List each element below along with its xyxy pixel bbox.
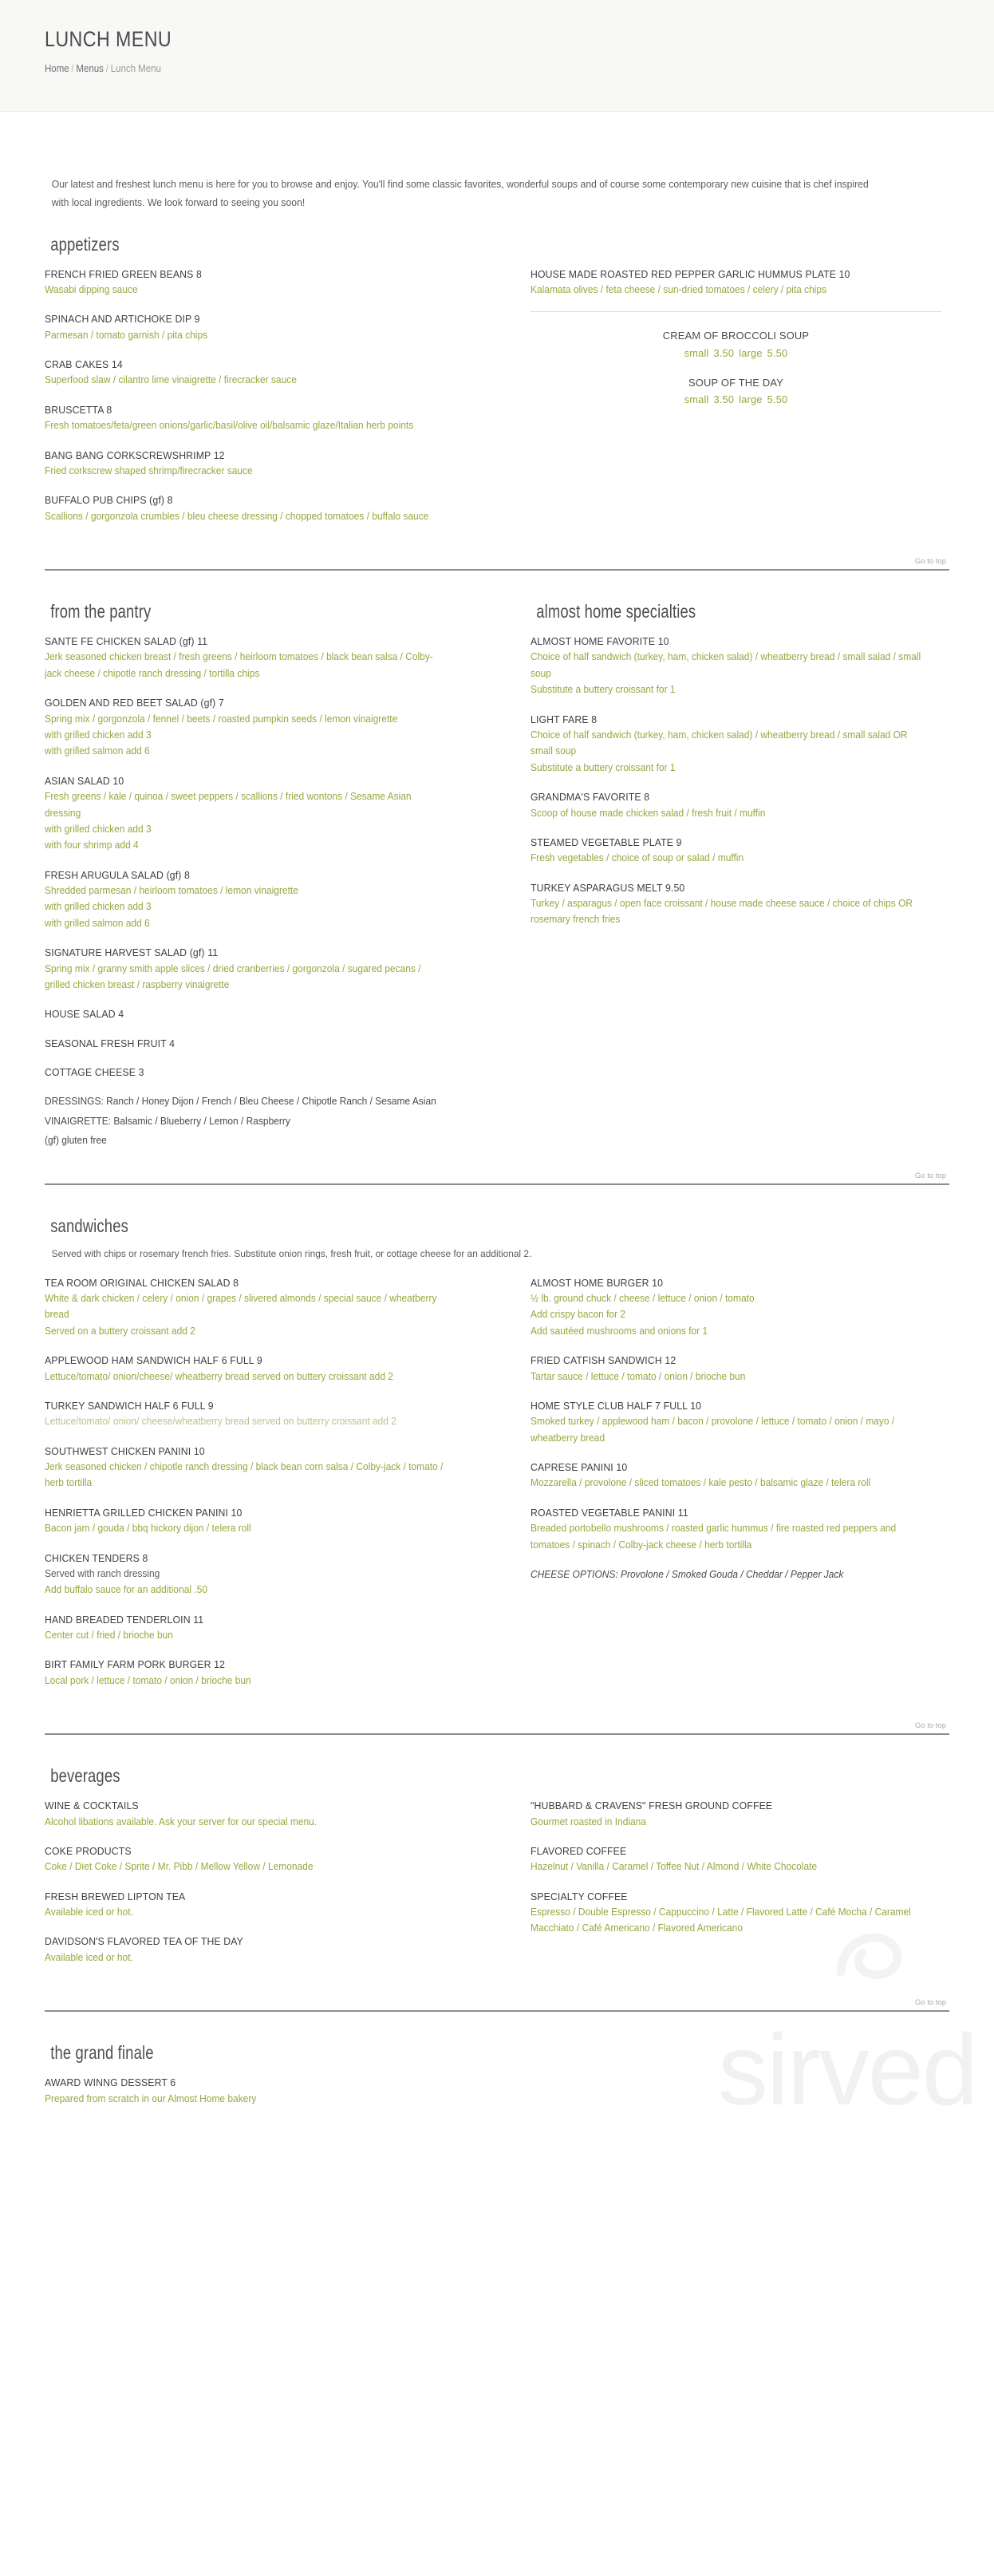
menu-item-description: Available iced or hot. bbox=[45, 1906, 133, 1918]
menu-item bbox=[45, 695, 467, 760]
menu-item-name: AWARD WINNG DESSERT 6 bbox=[45, 2076, 176, 2089]
page-title: LUNCH MENU bbox=[45, 27, 172, 51]
menu-item bbox=[45, 1934, 467, 1966]
breadcrumb-item-home[interactable]: Home bbox=[45, 63, 69, 74]
menu-item-name: LIGHT FARE 8 bbox=[531, 713, 598, 725]
section-rule bbox=[45, 1183, 949, 1185]
section-footnote: VINAIGRETTE: Balsamic / Blueberry / Lemon / Raspberry bbox=[45, 1115, 290, 1127]
menu-item-description: Add sautéed mushrooms and onions for 1 bbox=[531, 1325, 708, 1337]
menu-item-description: Bacon jam / gouda / bbq hickory dijon / telera roll bbox=[45, 1523, 251, 1535]
menu-item bbox=[45, 267, 467, 298]
column-right bbox=[497, 267, 949, 539]
menu-item-description: Kalamata olives / feta cheese / sun-dried tomatoes / celery / pita chips bbox=[531, 283, 827, 295]
section-footnote: CHEESE OPTIONS: Provolone / Smoked Gouda / Cheddar / Pepper Jack bbox=[531, 1568, 844, 1580]
breadcrumb bbox=[45, 63, 918, 74]
menu-item-description: Served on a buttery croissant add 2 bbox=[45, 1325, 195, 1337]
section-divider-row bbox=[45, 1171, 949, 1215]
menu-item-description: Fried corkscrew shaped shrimp/firecracker sauce bbox=[45, 464, 253, 476]
menu-item bbox=[45, 1353, 467, 1385]
menu-item bbox=[531, 267, 941, 298]
menu-item bbox=[531, 712, 941, 776]
menu-item-description: Hazelnut / Vanilla / Caramel / Toffee Nut / Almond / White Chocolate bbox=[531, 1861, 818, 1873]
menu-item-name: FRESH BREWED LIPTON TEA bbox=[45, 1890, 186, 1902]
menu-section-appetizers bbox=[45, 234, 949, 602]
menu-item bbox=[45, 357, 467, 389]
menu-item-description: Spring mix / gorgonzola / fennel / beets / roasted pumpkin seeds / lemon vinaigrette bbox=[45, 713, 398, 725]
menu-item-name: SOUTHWEST CHICKEN PANINI 10 bbox=[45, 1444, 205, 1457]
column-right bbox=[497, 1798, 949, 1979]
menu-item bbox=[531, 880, 941, 928]
menu-item-name: DAVIDSON'S FLAVORED TEA OF THE DAY bbox=[45, 1935, 243, 1948]
menu-item-name: BANG BANG CORKSCREWSHRIMP 12 bbox=[45, 448, 225, 461]
section-columns bbox=[45, 267, 949, 539]
page-header bbox=[0, 0, 994, 112]
section-divider-row bbox=[45, 1998, 949, 2042]
menu-item-name: FLAVORED COFFEE bbox=[531, 1844, 627, 1857]
menu-item-description: Shredded parmesan / heirloom tomatoes / lemon vinaigrette bbox=[45, 885, 298, 897]
menu-item bbox=[531, 1398, 941, 1446]
menu-item-description: with grilled chicken add 3 bbox=[45, 901, 152, 913]
section-columns bbox=[45, 2075, 949, 2120]
menu-item bbox=[531, 1275, 941, 1340]
menu-item-name: SEASONAL FRESH FRUIT 4 bbox=[45, 1037, 176, 1049]
menu-item-description: Wasabi dipping sauce bbox=[45, 283, 138, 295]
menu-item bbox=[45, 1505, 467, 1537]
menu-item-description: Scallions / gorgonzola crumbles / bleu cheese dressing / chopped tomatoes / buffalo sauce bbox=[45, 510, 429, 522]
menu-item-description: Fresh tomatoes/feta/green onions/garlic/basil/olive oil/balsamic glaze/Italian herb points bbox=[45, 420, 414, 432]
menu-item-description: Spring mix / granny smith apple slices / dried cranberries / gorgonzola / sugared pecans / grilled chicken breast / raspberry vinaigrette bbox=[45, 962, 421, 990]
column-right bbox=[497, 2075, 949, 2120]
menu-item-description: Fresh greens / kale / quinoa / sweet peppers / scallions / fried wontons / Sesame Asian dressing bbox=[45, 791, 412, 819]
menu-item-description: Jerk seasoned chicken / chipotle ranch dressing / black bean corn salsa / Colby-jack / tomato / herb tortilla bbox=[45, 1461, 444, 1489]
go-to-top-link[interactable]: Go to top bbox=[914, 1721, 946, 1731]
menu-item-description: Smoked turkey / applewood ham / bacon / provolone / lettuce / tomato / onion / mayo / wheatberry bread bbox=[531, 1416, 895, 1444]
menu-item bbox=[531, 835, 941, 867]
menu-item-name: STEAMED VEGETABLE PLATE 9 bbox=[531, 836, 682, 848]
section-heading-sandwiches: sandwiches bbox=[50, 1215, 128, 1236]
menu-item-name: "HUBBARD & CRAVENS" FRESH GROUND COFFEE bbox=[531, 1800, 773, 1812]
menu-item-name: ALMOST HOME FAVORITE 10 bbox=[531, 635, 669, 648]
menu-item-description: Choice of half sandwich (turkey, ham, chicken salad) / wheatberry bread / small salad / small soup bbox=[531, 651, 921, 679]
section-heading-appetizers: appetizers bbox=[50, 233, 120, 255]
soup-large-label: large bbox=[739, 393, 763, 406]
go-to-top-link[interactable]: Go to top bbox=[914, 1998, 946, 2008]
soup-name: CREAM OF BROCCOLI SOUP bbox=[662, 330, 810, 342]
column-left bbox=[45, 1798, 497, 1979]
menu-item-name: SANTE FE CHICKEN SALAD (gf) 11 bbox=[45, 635, 208, 648]
menu-item-description: with grilled salmon add 6 bbox=[45, 917, 150, 929]
menu-item bbox=[45, 1006, 467, 1021]
menu-item bbox=[531, 1798, 941, 1830]
menu-item bbox=[45, 311, 467, 343]
menu-item-name: ASIAN SALAD 10 bbox=[45, 774, 124, 787]
menu-item bbox=[45, 867, 467, 932]
menu-item-name: SPINACH AND ARTICHOKE DIP 9 bbox=[45, 313, 200, 326]
column-left bbox=[45, 1275, 497, 1703]
menu-item-description: Superfood slaw / cilantro lime vinaigrette / firecracker sauce bbox=[45, 374, 297, 386]
section-rule bbox=[45, 569, 949, 571]
menu-item-name: APPLEWOOD HAM SANDWICH HALF 6 FULL 9 bbox=[45, 1354, 262, 1367]
column-right bbox=[497, 1275, 949, 1703]
menu-item-name: CRAB CAKES 14 bbox=[45, 358, 123, 371]
soup-small-label: small bbox=[684, 346, 709, 359]
breadcrumb-item-menus[interactable]: Menus bbox=[76, 63, 104, 74]
column-left bbox=[45, 601, 497, 1152]
menu-item bbox=[531, 1889, 941, 1937]
menu-item bbox=[45, 1889, 467, 1921]
menu-item-description: Lettuce/tomato/ onion/ cheese/wheatberry bread served on butterry croissant add 2 bbox=[45, 1416, 396, 1428]
menu-item-description: Scoop of house made chicken salad / fresh fruit / muffin bbox=[531, 807, 766, 819]
section-note-sandwiches: Served with chips or rosemary french fries. Substitute onion rings, fresh fruit, or cottage cheese for an additional 2. bbox=[51, 1247, 532, 1259]
column-left bbox=[45, 2075, 497, 2120]
menu-item bbox=[45, 1551, 467, 1598]
menu-item bbox=[45, 1657, 467, 1689]
menu-item-description: with four shrimp add 4 bbox=[45, 840, 139, 851]
menu-item bbox=[45, 1444, 467, 1491]
menu-item-description: with grilled salmon add 6 bbox=[45, 745, 150, 757]
menu-section-grand-finale bbox=[45, 2042, 949, 2120]
section-heading-almost-home-specialties: almost home specialties bbox=[536, 601, 696, 622]
menu-item-name: HOME STYLE CLUB HALF 7 FULL 10 bbox=[531, 1399, 702, 1412]
menu-item-description: Add crispy bacon for 2 bbox=[531, 1309, 626, 1321]
menu-item-description: Parmesan / tomato garnish / pita chips bbox=[45, 329, 208, 341]
menu-item-name: ROASTED VEGETABLE PANINI 11 bbox=[531, 1506, 688, 1519]
soup-small-label: small bbox=[684, 393, 709, 406]
menu-item-name: FRIED CATFISH SANDWICH 12 bbox=[531, 1354, 676, 1367]
soup-small-price: 3.50 bbox=[713, 393, 735, 406]
menu-item-description: Lettuce/tomato/ onion/cheese/ wheatberry bread served on buttery croissant add 2 bbox=[45, 1370, 393, 1382]
menu-item-name: WINE & COCKTAILS bbox=[45, 1800, 139, 1812]
menu-item bbox=[45, 2075, 467, 2107]
menu-item bbox=[531, 1353, 941, 1385]
menu-sections bbox=[45, 234, 949, 2120]
menu-item-name: BRUSCETTA 8 bbox=[45, 403, 112, 416]
breadcrumb-separator: / bbox=[105, 63, 108, 74]
menu-item-name: SPECIALTY COFFEE bbox=[531, 1890, 628, 1902]
section-footnote: DRESSINGS: Ranch / Honey Dijon / French / Bleu Cheese / Chipotle Ranch / Sesame Asian bbox=[45, 1096, 436, 1108]
menu-item-name: BUFFALO PUB CHIPS (gf) 8 bbox=[45, 494, 173, 507]
soup-large-label: large bbox=[739, 346, 763, 359]
menu-item-description: Add buffalo sauce for an additional .50 bbox=[45, 1584, 207, 1596]
section-heading-grand-finale: the grand finale bbox=[50, 2042, 154, 2064]
soup-divider bbox=[531, 311, 941, 312]
menu-item-description: Breaded portobello mushrooms / roasted garlic hummus / fire roasted red peppers and tomatoes / spinach / Colby-jack cheese / herb tortilla bbox=[531, 1523, 897, 1551]
soup-small-price: 3.50 bbox=[713, 346, 735, 359]
menu-item-name: GOLDEN AND RED BEET SALAD (gf) 7 bbox=[45, 697, 224, 709]
menu-item-name: SIGNATURE HARVEST SALAD (gf) 11 bbox=[45, 946, 219, 959]
menu-item-name: FRENCH FRIED GREEN BEANS 8 bbox=[45, 267, 202, 280]
menu-item-name: HAND BREADED TENDERLOIN 11 bbox=[45, 1613, 204, 1626]
menu-item-description: Available iced or hot. bbox=[45, 1951, 133, 1963]
menu-item-description: Choice of half sandwich (turkey, ham, chicken salad) / wheatberry bread / small salad OR small soup bbox=[531, 729, 908, 757]
menu-item-description: with grilled chicken add 3 bbox=[45, 729, 152, 741]
menu-item-name: TURKEY ASPARAGUS MELT 9.50 bbox=[531, 881, 685, 894]
menu-item bbox=[531, 1460, 941, 1491]
section-footnote: (gf) gluten free bbox=[45, 1135, 107, 1147]
column-right bbox=[497, 601, 949, 1152]
menu-section-beverages bbox=[45, 1765, 949, 2042]
column-left bbox=[45, 267, 497, 539]
soup-prices bbox=[531, 391, 941, 409]
menu-item bbox=[45, 448, 467, 480]
soup-large-price: 5.50 bbox=[767, 393, 788, 406]
menu-item-name: HENRIETTA GRILLED CHICKEN PANINI 10 bbox=[45, 1506, 243, 1519]
soup-name: SOUP OF THE DAY bbox=[688, 376, 784, 389]
menu-item-description: Mozzarella / provolone / sliced tomatoes / kale pesto / balsamic glaze / telera roll bbox=[531, 1477, 871, 1489]
breadcrumb-item-current: Lunch Menu bbox=[110, 63, 161, 74]
section-columns bbox=[45, 1275, 949, 1703]
menu-section-sandwiches bbox=[45, 1215, 949, 1766]
soup-large-price: 5.50 bbox=[767, 346, 788, 359]
menu-item-name: TEA ROOM ORIGINAL CHICKEN SALAD 8 bbox=[45, 1276, 239, 1289]
menu-item-name: BIRT FAMILY FARM PORK BURGER 12 bbox=[45, 1658, 226, 1671]
menu-intro-text: Our latest and freshest lunch menu is here for you to browse and enjoy. You'll find some classic favorites, wonderful soups and of course some contemporary new cuisine that is chef inspired with local ingredients. We look forward to seeing you soon! bbox=[51, 179, 869, 209]
menu-item-description: Gourmet roasted in Indiana bbox=[531, 1815, 646, 1827]
menu-item-name: GRANDMA'S FAVORITE 8 bbox=[531, 791, 650, 804]
menu-item-description: Prepared from scratch in our Almost Home bakery bbox=[45, 2092, 257, 2104]
menu-item bbox=[45, 402, 467, 434]
menu-item bbox=[45, 1036, 467, 1051]
menu-item-description: with grilled chicken add 3 bbox=[45, 823, 152, 835]
menu-item bbox=[531, 1505, 941, 1553]
soup-item bbox=[531, 375, 941, 409]
menu-item bbox=[531, 634, 941, 698]
menu-item-description: Fresh vegetables / choice of soup or salad / muffin bbox=[531, 852, 744, 864]
section-rule bbox=[45, 2010, 949, 2012]
menu-item bbox=[45, 773, 467, 854]
menu-item-name: ALMOST HOME BURGER 10 bbox=[531, 1276, 664, 1289]
menu-item bbox=[531, 1843, 941, 1875]
breadcrumb-separator: / bbox=[71, 63, 74, 74]
section-heading-pantry: from the pantry bbox=[50, 601, 152, 622]
menu-item-name: CAPRESE PANINI 10 bbox=[531, 1461, 628, 1474]
menu-item bbox=[45, 1275, 467, 1340]
menu-item-name: FRESH ARUGULA SALAD (gf) 8 bbox=[45, 868, 191, 881]
menu-item-description: ½ lb. ground chuck / cheese / lettuce / onion / tomato bbox=[531, 1292, 755, 1304]
menu-item-description: Center cut / fried / brioche bun bbox=[45, 1630, 173, 1642]
go-to-top-link[interactable]: Go to top bbox=[914, 557, 946, 567]
section-heading-beverages: beverages bbox=[50, 1765, 120, 1787]
menu-item bbox=[531, 789, 941, 821]
menu-item bbox=[45, 1798, 467, 1830]
menu-item-name: TURKEY SANDWICH HALF 6 FULL 9 bbox=[45, 1399, 214, 1412]
menu-content bbox=[0, 112, 994, 2197]
menu-item-name: HOUSE MADE ROASTED RED PEPPER GARLIC HUMMUS PLATE 10 bbox=[531, 267, 850, 280]
menu-item-description: White & dark chicken / celery / onion / grapes / slivered almonds / special sauce / wheatberry bread bbox=[45, 1292, 437, 1321]
go-to-top-link[interactable]: Go to top bbox=[914, 1171, 946, 1180]
menu-item-description: Substitute a buttery croissant for 1 bbox=[531, 684, 676, 696]
menu-item-name: CHICKEN TENDERS 8 bbox=[45, 1551, 148, 1564]
section-divider-row bbox=[45, 557, 949, 601]
menu-item bbox=[45, 634, 467, 682]
menu-item bbox=[45, 1612, 467, 1644]
menu-item-name: HOUSE SALAD 4 bbox=[45, 1008, 124, 1021]
soup-item bbox=[531, 328, 941, 362]
section-columns bbox=[45, 601, 949, 1152]
menu-item-description: Espresso / Double Espresso / Cappuccino / Latte / Flavored Latte / Café Mocha / Caramel Macchiato / Café Americano / Flavored Americano bbox=[531, 1906, 911, 1934]
section-columns bbox=[45, 1798, 949, 1979]
menu-item-name: COTTAGE CHEESE 3 bbox=[45, 1066, 144, 1079]
menu-item-description: Turkey / asparagus / open face croissant / house made cheese sauce / choice of chips OR rosemary french fries bbox=[531, 898, 913, 926]
soup-prices bbox=[531, 345, 941, 362]
section-rule bbox=[45, 1733, 949, 1735]
menu-item-description: Substitute a buttery croissant for 1 bbox=[531, 761, 676, 773]
menu-item-description: Jerk seasoned chicken breast / fresh greens / heirloom tomatoes / black bean salsa / Colby-jack cheese / chipotle ranch dressing / tortilla chips bbox=[45, 651, 433, 679]
menu-item bbox=[45, 945, 467, 993]
menu-item-description: Served with ranch dressing bbox=[45, 1567, 160, 1579]
menu-item bbox=[45, 1843, 467, 1875]
menu-item bbox=[45, 1065, 467, 1080]
sirved-watermark: sirved bbox=[717, 2013, 976, 2126]
soup-block bbox=[531, 325, 941, 409]
menu-section-pantry bbox=[45, 601, 949, 1215]
menu-item-description: Coke / Diet Coke / Sprite / Mr. Pibb / Mellow Yellow / Lemonade bbox=[45, 1861, 314, 1873]
menu-item-description: Tartar sauce / lettuce / tomato / onion / brioche bun bbox=[531, 1370, 746, 1382]
menu-item-name: COKE PRODUCTS bbox=[45, 1844, 132, 1857]
menu-item-description: Alcohol libations available. Ask your server for our special menu. bbox=[45, 1815, 318, 1827]
menu-item bbox=[45, 1398, 467, 1430]
section-divider-row bbox=[45, 1721, 949, 1765]
menu-item-description: Local pork / lettuce / tomato / onion / brioche bun bbox=[45, 1674, 251, 1686]
menu-item bbox=[45, 492, 467, 524]
